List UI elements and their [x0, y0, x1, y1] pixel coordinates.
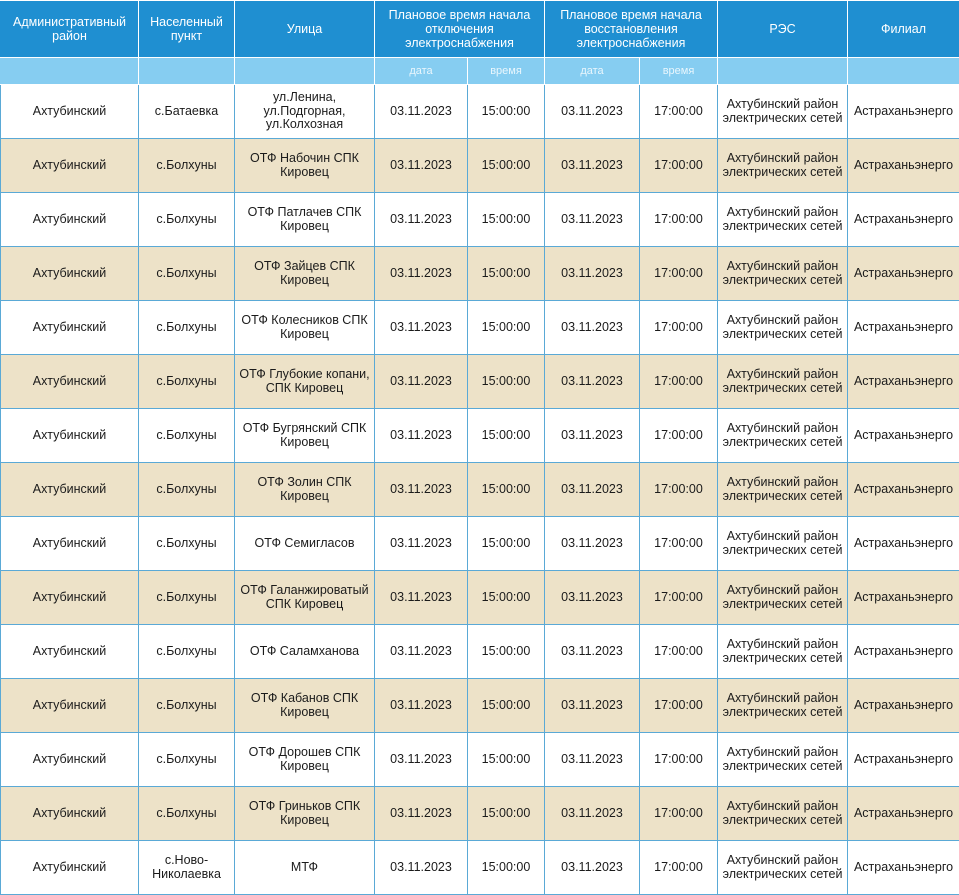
cell-branch: Астраханьэнерго — [848, 355, 959, 409]
cell-locality: с.Болхуны — [139, 571, 235, 625]
cell-off-time: 15:00:00 — [468, 679, 545, 733]
table-row — [1, 193, 959, 247]
cell-on-time: 17:00:00 — [640, 625, 718, 679]
cell-off-time: 15:00:00 — [468, 355, 545, 409]
cell-locality: с.Болхуны — [139, 355, 235, 409]
cell-on-time: 17:00:00 — [640, 517, 718, 571]
subheader-empty — [718, 58, 848, 85]
table-row — [1, 409, 959, 463]
cell-locality: с.Ново-Николаевка — [139, 841, 235, 895]
cell-branch: Астраханьэнерго — [848, 247, 959, 301]
cell-off-time: 15:00:00 — [468, 733, 545, 787]
subheader-on-time: время — [640, 58, 718, 85]
cell-district: Ахтубинский — [1, 355, 139, 409]
cell-res: Ахтубинский район электрических сетей — [718, 247, 848, 301]
cell-res: Ахтубинский район электрических сетей — [718, 733, 848, 787]
cell-off-date: 03.11.2023 — [375, 139, 468, 193]
cell-street: ОТФ Дорошев СПК Кировец — [235, 733, 375, 787]
table-row — [1, 625, 959, 679]
table-row — [1, 787, 959, 841]
cell-branch: Астраханьэнерго — [848, 571, 959, 625]
cell-on-date: 03.11.2023 — [545, 517, 640, 571]
cell-street: ОТФ Бугрянский СПК Кировец — [235, 409, 375, 463]
cell-on-date: 03.11.2023 — [545, 733, 640, 787]
cell-district: Ахтубинский — [1, 733, 139, 787]
cell-district: Ахтубинский — [1, 517, 139, 571]
cell-on-time: 17:00:00 — [640, 193, 718, 247]
cell-street: ОТФ Семигласов — [235, 517, 375, 571]
cell-off-date: 03.11.2023 — [375, 733, 468, 787]
cell-on-date: 03.11.2023 — [545, 679, 640, 733]
cell-locality: с.Болхуны — [139, 301, 235, 355]
table-subheader-row — [1, 58, 959, 85]
cell-district: Ахтубинский — [1, 625, 139, 679]
cell-locality: с.Болхуны — [139, 139, 235, 193]
cell-on-date: 03.11.2023 — [545, 193, 640, 247]
cell-on-date: 03.11.2023 — [545, 85, 640, 139]
cell-on-time: 17:00:00 — [640, 571, 718, 625]
cell-locality: с.Батаевка — [139, 85, 235, 139]
header-off-start: Плановое время начала отключения электроснабжения — [375, 1, 545, 58]
cell-branch: Астраханьэнерго — [848, 679, 959, 733]
cell-res: Ахтубинский район электрических сетей — [718, 517, 848, 571]
cell-res: Ахтубинский район электрических сетей — [718, 85, 848, 139]
header-street: Улица — [235, 1, 375, 58]
cell-off-date: 03.11.2023 — [375, 517, 468, 571]
cell-off-time: 15:00:00 — [468, 139, 545, 193]
cell-on-time: 17:00:00 — [640, 841, 718, 895]
cell-branch: Астраханьэнерго — [848, 841, 959, 895]
cell-on-date: 03.11.2023 — [545, 571, 640, 625]
cell-locality: с.Болхуны — [139, 193, 235, 247]
cell-on-time: 17:00:00 — [640, 409, 718, 463]
cell-on-time: 17:00:00 — [640, 85, 718, 139]
cell-on-time: 17:00:00 — [640, 139, 718, 193]
cell-street: ОТФ Кабанов СПК Кировец — [235, 679, 375, 733]
cell-on-date: 03.11.2023 — [545, 625, 640, 679]
cell-on-date: 03.11.2023 — [545, 841, 640, 895]
cell-locality: с.Болхуны — [139, 463, 235, 517]
table-row — [1, 517, 959, 571]
cell-district: Ахтубинский — [1, 247, 139, 301]
cell-locality: с.Болхуны — [139, 625, 235, 679]
cell-branch: Астраханьэнерго — [848, 193, 959, 247]
cell-on-time: 17:00:00 — [640, 787, 718, 841]
cell-street: ОТФ Золин СПК Кировец — [235, 463, 375, 517]
table-body — [1, 85, 959, 895]
subheader-off-date: дата — [375, 58, 468, 85]
cell-off-date: 03.11.2023 — [375, 463, 468, 517]
table-row — [1, 571, 959, 625]
table-header-row — [1, 1, 959, 58]
cell-street: ОТФ Патлачев СПК Кировец — [235, 193, 375, 247]
cell-district: Ахтубинский — [1, 463, 139, 517]
cell-street: ОТФ Саламханова — [235, 625, 375, 679]
cell-off-time: 15:00:00 — [468, 409, 545, 463]
cell-branch: Астраханьэнерго — [848, 787, 959, 841]
table-row — [1, 733, 959, 787]
cell-branch: Астраханьэнерго — [848, 517, 959, 571]
cell-street: ОТФ Зайцев СПК Кировец — [235, 247, 375, 301]
cell-off-time: 15:00:00 — [468, 517, 545, 571]
cell-street: ОТФ Галанжироватый СПК Кировец — [235, 571, 375, 625]
cell-on-date: 03.11.2023 — [545, 301, 640, 355]
cell-district: Ахтубинский — [1, 193, 139, 247]
cell-res: Ахтубинский район электрических сетей — [718, 571, 848, 625]
cell-res: Ахтубинский район электрических сетей — [718, 409, 848, 463]
table-row — [1, 85, 959, 139]
subheader-empty — [1, 58, 139, 85]
cell-street: ОТФ Колесников СПК Кировец — [235, 301, 375, 355]
cell-on-date: 03.11.2023 — [545, 139, 640, 193]
table-row — [1, 355, 959, 409]
cell-street: ОТФ Гриньков СПК Кировец — [235, 787, 375, 841]
cell-off-date: 03.11.2023 — [375, 571, 468, 625]
cell-off-time: 15:00:00 — [468, 193, 545, 247]
cell-district: Ахтубинский — [1, 85, 139, 139]
cell-branch: Астраханьэнерго — [848, 301, 959, 355]
header-branch: Филиал — [848, 1, 959, 58]
cell-on-date: 03.11.2023 — [545, 787, 640, 841]
cell-on-date: 03.11.2023 — [545, 463, 640, 517]
cell-locality: с.Болхуны — [139, 247, 235, 301]
cell-res: Ахтубинский район электрических сетей — [718, 193, 848, 247]
cell-res: Ахтубинский район электрических сетей — [718, 679, 848, 733]
cell-branch: Астраханьэнерго — [848, 409, 959, 463]
cell-off-time: 15:00:00 — [468, 787, 545, 841]
cell-on-date: 03.11.2023 — [545, 355, 640, 409]
header-res: РЭС — [718, 1, 848, 58]
cell-off-date: 03.11.2023 — [375, 193, 468, 247]
cell-off-date: 03.11.2023 — [375, 625, 468, 679]
cell-off-date: 03.11.2023 — [375, 85, 468, 139]
cell-street: ОТФ Набочин СПК Кировец — [235, 139, 375, 193]
cell-district: Ахтубинский — [1, 139, 139, 193]
cell-on-date: 03.11.2023 — [545, 247, 640, 301]
cell-off-time: 15:00:00 — [468, 301, 545, 355]
cell-district: Ахтубинский — [1, 679, 139, 733]
cell-locality: с.Болхуны — [139, 733, 235, 787]
subheader-empty — [848, 58, 959, 85]
cell-off-date: 03.11.2023 — [375, 841, 468, 895]
cell-street: МТФ — [235, 841, 375, 895]
cell-off-time: 15:00:00 — [468, 247, 545, 301]
cell-on-time: 17:00:00 — [640, 355, 718, 409]
cell-on-time: 17:00:00 — [640, 247, 718, 301]
table-row — [1, 679, 959, 733]
cell-branch: Астраханьэнерго — [848, 625, 959, 679]
cell-locality: с.Болхуны — [139, 409, 235, 463]
cell-on-time: 17:00:00 — [640, 463, 718, 517]
cell-branch: Астраханьэнерго — [848, 85, 959, 139]
cell-locality: с.Болхуны — [139, 517, 235, 571]
cell-on-time: 17:00:00 — [640, 679, 718, 733]
cell-district: Ахтубинский — [1, 409, 139, 463]
cell-street: ул.Ленина, ул.Подгорная, ул.Колхозная — [235, 85, 375, 139]
table-row — [1, 247, 959, 301]
subheader-empty — [235, 58, 375, 85]
cell-res: Ахтубинский район электрических сетей — [718, 301, 848, 355]
cell-res: Ахтубинский район электрических сетей — [718, 787, 848, 841]
cell-res: Ахтубинский район электрических сетей — [718, 841, 848, 895]
table-row — [1, 139, 959, 193]
cell-locality: с.Болхуны — [139, 787, 235, 841]
cell-off-date: 03.11.2023 — [375, 355, 468, 409]
header-locality: Населенный пункт — [139, 1, 235, 58]
cell-off-time: 15:00:00 — [468, 841, 545, 895]
cell-district: Ахтубинский — [1, 571, 139, 625]
subheader-on-date: дата — [545, 58, 640, 85]
cell-off-date: 03.11.2023 — [375, 301, 468, 355]
cell-res: Ахтубинский район электрических сетей — [718, 625, 848, 679]
cell-off-date: 03.11.2023 — [375, 409, 468, 463]
cell-off-time: 15:00:00 — [468, 85, 545, 139]
cell-district: Ахтубинский — [1, 787, 139, 841]
cell-off-date: 03.11.2023 — [375, 247, 468, 301]
cell-branch: Астраханьэнерго — [848, 733, 959, 787]
table-row — [1, 301, 959, 355]
cell-branch: Астраханьэнерго — [848, 463, 959, 517]
cell-off-time: 15:00:00 — [468, 463, 545, 517]
table-row — [1, 841, 959, 895]
subheader-off-time: время — [468, 58, 545, 85]
cell-off-date: 03.11.2023 — [375, 787, 468, 841]
cell-district: Ахтубинский — [1, 301, 139, 355]
subheader-empty — [139, 58, 235, 85]
cell-locality: с.Болхуны — [139, 679, 235, 733]
cell-on-time: 17:00:00 — [640, 733, 718, 787]
cell-off-date: 03.11.2023 — [375, 679, 468, 733]
cell-district: Ахтубинский — [1, 841, 139, 895]
cell-on-time: 17:00:00 — [640, 301, 718, 355]
cell-res: Ахтубинский район электрических сетей — [718, 463, 848, 517]
cell-off-time: 15:00:00 — [468, 571, 545, 625]
cell-res: Ахтубинский район электрических сетей — [718, 355, 848, 409]
cell-street: ОТФ Глубокие копани, СПК Кировец — [235, 355, 375, 409]
cell-res: Ахтубинский район электрических сетей — [718, 139, 848, 193]
header-restore-start: Плановое время начала восстановления электроснабжения — [545, 1, 718, 58]
cell-on-date: 03.11.2023 — [545, 409, 640, 463]
cell-off-time: 15:00:00 — [468, 625, 545, 679]
cell-branch: Астраханьэнерго — [848, 139, 959, 193]
table-row — [1, 463, 959, 517]
header-district: Административный район — [1, 1, 139, 58]
